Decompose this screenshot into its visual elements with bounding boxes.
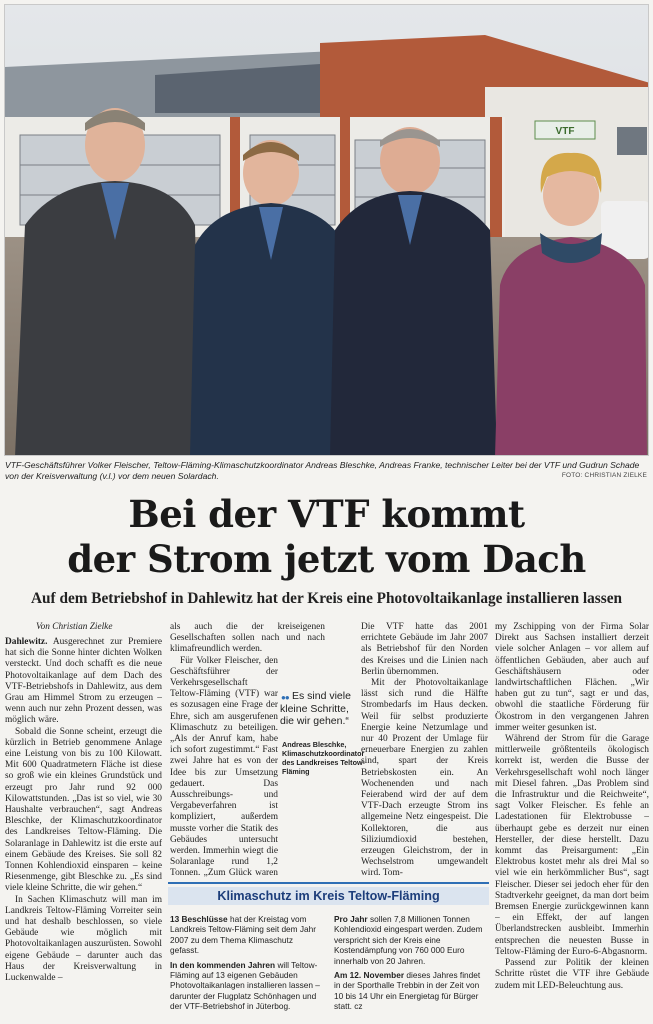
headline-line-2: der Strom jetzt vom Dach <box>67 537 586 581</box>
info-box-item <box>334 914 488 966</box>
byline: Von Christian Zielke <box>36 622 113 632</box>
info-box-item <box>334 970 488 1012</box>
info-box-item-lead: In den kommenden Jahren <box>170 959 276 970</box>
info-box-column-right <box>334 914 488 1016</box>
article-column-1 <box>5 637 162 1022</box>
paragraph: my Zschipping von der Firma Solar Direkt aus Sachsen installiert derzeit viele solcher Anlagen – vor allem auf öffentlichen Gebäuden, aber auch auf Geschäftshäusern oder landwirtschaftlichen Flächen. „Wir haben gut zu tun“, sagt er und das, obwohl die staatliche Förderung für Ökostrom in den vergangenen Jahren immer weiter gesunken ist. <box>495 622 649 733</box>
paragraph: Passend zur Politik der kleinen Schritte rüstet die VTF ihre Gebäude zudem mit LED-Beleuchtung aus. <box>495 958 649 991</box>
dateline: Dahlewitz. <box>5 637 48 647</box>
info-box-item-text: sollen 7,8 Millionen Tonnen Kohlendioxid eingespart werden. Zudem verspricht sich der Kreis eine Kostendämpfung von 760 000 Euro innerhalb von 20 Jahren. <box>334 914 483 966</box>
quote-marks-icon: ●● <box>281 693 289 702</box>
info-box-item-text: will Teltow-Fläming auf 13 eigenen Gebäuden Photovoltaikanlagen installieren lassen – darunter der Flugplatz Schönhagen und der VTF-Betriebshof in Jüterbog. <box>170 959 320 1012</box>
article-subhead: Auf dem Betriebshof in Dahlewitz hat der Kreis eine Photovoltaikanlage installieren lassen <box>30 590 623 607</box>
paragraph: Für Volker Fleischer, den Geschäftsführer der Verkehrsgesellschaft Teltow-Fläming (VTF) war es sozusagen eine Frage der Ehre, sich am ausgerufenen Klimaschutz zu beteiligen. „Als der Anruf kam, habe ich sofort zugestimmt.“ Fast zwei Jahre hat es von der Idee bis zur Umsetzung gedauert. Das Ausschreibungs- und Vergabeverfahren ist kompliziert, außerdem musste vorher die Statik des Gebäudes untersucht werden. Immerhin wiegt die Solaranlage rund 1,2 Tonnen. „Zum Glück waren <box>170 655 278 879</box>
info-box-item-text: hat der Kreistag vom Landkreis Teltow-Fläming seit dem Jahr 2007 zu dem Thema Klimaschutz gefasst. <box>170 914 317 956</box>
info-box-item-text: dieses Jahres findet in der Sporthalle Trebbin in der Zeit von 10 bis 14 Uhr ein Energietag für Bürger statt. cz <box>334 970 481 1012</box>
info-box-title: Klimaschutz im Kreis Teltow-Fläming <box>168 887 489 905</box>
paragraph: Die VTF hatte das 2001 errichtete Gebäude im Jahr 2007 als Betriebshof für den Norden des Kreises und die Linien nach Berlin übernommen. <box>361 622 488 677</box>
paragraph: Sobald die Sonne scheint, erzeugt die kürzlich in Betrieb genommene Anlage eine Leistung von bis zu 100 Kilowatt. Mit 600 Quadratmetern Fläche ist diese so groß wie ein kleines Grundstück und erzeugt pro Jahr rund 92 000 Kilowattstunden. „Das ist so viel, wie 30 Haushalte verbrauchen“, sagt Andreas Bleschke, der Klimaschutzkoordinator des Landkreises Teltow-Fläming. Die Solaranlage in Dahlewitz ist die erste auf einem Gebäude des Kreises. Sie soll 82 Tonnen Kohlendioxid einsparen – keine Riesenmenge, gibt Bleschke zu. „Es sind viele kleine Schritte, die wir gehen.“ <box>5 726 162 894</box>
vtf-sign: VTF <box>555 126 575 137</box>
paragraph: In Sachen Klimaschutz will man im Landkreis Teltow-Fläming Vorreiter sein und hat deshalb beschlossen, so viele Gebäude wie möglich mit Photovoltaikanlagen auszurüsten. Sowohl eigene Gebäude – darunter auch das Haus der Kreisverwaltung in Luckenwalde – <box>5 894 162 984</box>
photo-caption: VTF-Geschäftsführer Volker Fleischer, Teltow-Fläming-Klimaschutzkoordinator Andreas Bleschke, Andreas Franke, technischer Leiter bei der VTF und Gudrun Schade von der Kreisverwaltung (v.l.) vor dem neuen Solardach. <box>5 460 640 481</box>
paragraph: Während der Strom für die Garage mittlerweile größtenteils ökologisch korrekt ist, werden die Busse der Verkehrsgesellschaft wohl noch länger mit Diesel fahren. „Das Problem sind die Infrastruktur und die Reichweite“, sagt Volker Fleischer. Es fehle an Ladestationen für Elektrobusse – überhaupt gebe es derzeit nur einen Hersteller, der diese herstellt. Dazu kommt das Preisargument: „Ein Elektrobus kostet mehr als drei Mal so viel wie ein herkömmlicher Bus“, sagt Fleischer. Dieser sei jedoch eher für den Stadtverkehr geeignet, da man dort beim Bremsen Energie zurückgewinnen kann – ein Effekt, der auf langen Überlandstrecken ausbleibt. Immerhin entsprechen die neuesten Busse in Teltow-Fläming der Euro-6-Abgasnorm. <box>495 734 649 957</box>
info-box-item-lead: Pro Jahr <box>334 914 368 924</box>
pull-quote-text: Es sind viele kleine Schritte, die wir gehen.“ <box>280 690 351 727</box>
pull-quote-author: Andreas Bleschke, Klimaschutzkoordinator des Landkreises Teltow-Fläming <box>282 740 365 776</box>
paragraph <box>5 637 162 727</box>
pull-quote <box>280 690 362 728</box>
info-box-item <box>170 914 324 956</box>
group-photo <box>4 4 649 456</box>
info-box-item-lead: Am 12. November <box>334 970 405 981</box>
info-box-item <box>170 960 324 1012</box>
group-photo-image <box>5 5 649 456</box>
photo-credit: FOTO: CHRISTIAN ZIELKE <box>561 472 647 479</box>
info-box-rule <box>168 882 489 884</box>
paragraph: als auch die der kreiseigenen Gesellschaften sollen nach und nach klimafreundlich werden. <box>170 622 325 655</box>
info-box-item-lead: 13 Beschlüsse <box>170 914 228 924</box>
info-box <box>168 882 489 1022</box>
article-column-4 <box>495 622 649 1022</box>
headline-line-1: Bei der VTF kommt <box>128 492 525 536</box>
paragraph: Mit der Photovoltaikanlage lässt sich rund die Hälfte Strombedarfs im Haus decken. Weil für selbst produzierte Energie keine Netzumlage und nur 40 Prozent der Umlage für erneuerbare Energien zu zahlen sind, spart der Kreis Betriebskosten ein. An Wochenenden und nach Feierabend wird der auf dem VTF-Dach erzeugte Strom ins allgemeine Netz eingespeist. Die Kollektoren, die aus Siliziumdioxid bestehen, erzeugen Gleichstrom, der in Wechselstrom umgewandelt wird. Tom- <box>361 678 488 879</box>
article-headline <box>0 492 653 582</box>
info-box-column-left <box>170 914 324 1016</box>
paragraph-text: Ausgerechnet zur Premiere hat sich die Sonne hinter dichten Wolken versteckt. Und doch schafft es die neue Photovoltaikanlage auf dem Dach des VTF-Betriebshofs in Dahlewitz, aus dem Grau am Himmel Strom zu erzeugen – wenn auch nur zehn Prozent dessen, was möglich wäre. <box>5 637 162 726</box>
